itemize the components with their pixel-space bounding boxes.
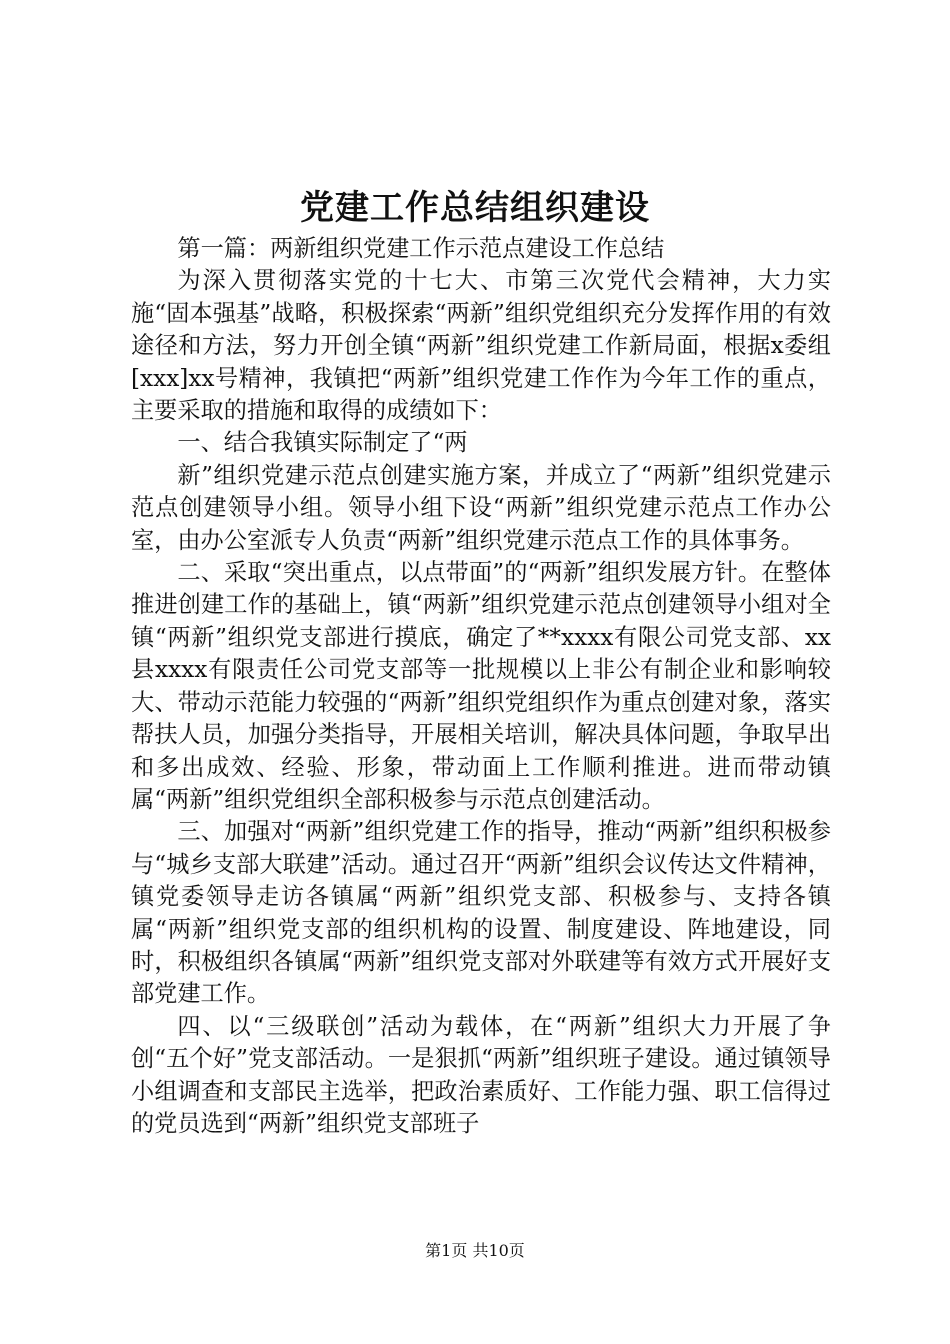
document-title: 党建工作总结组织建设 [300, 188, 650, 228]
paragraph-section-1-heading: 一、结合我镇实际制定了“两 [177, 429, 468, 457]
paragraph-section-1: 新”组织党建示范点创建实施方案，并成立了“两新”组织党建示范点创建领导小组。领导小组下设“两新”组织党建示范点工作办公室，由办公室派专人负责“两新”组织党建示范点工作的具体事务。 [131, 461, 831, 554]
paragraph-section-3: 三、加强对“两新”组织党建工作的指导，推动“两新”组织积极参与“城乡支部大联建”活动。通过召开“两新”组织会议传达文件精神，镇党委领导走访各镇属“两新”组织党支部、积极参与、支持各镇属“两新”组织党支部的组织机构的设置、制度建设、阵地建设，同时，积极组织各镇属“两新”组织党支部对外联建等有效方式开展好支部党建工作。 [131, 818, 831, 1008]
page-footer: 第1页 共10页 [425, 1241, 525, 1260]
paragraph-section-2: 二、采取“突出重点，以点带面”的“两新”组织发展方针。在整体推进创建工作的基础上，镇“两新”组织党建示范点创建领导小组对全镇“两新”组织党支部进行摸底，确定了**xxxx有限公司党支部、xx县xxxx有限责任公司党支部等一批规模以上非公有制企业和影响较大、带动示范能力较强的“两新”组织党组织作为重点创建对象，落实帮扶人员，加强分类指导，开展相关培训，解决具体问题，争取早出和多出成效、经验、形象，带动面上工作顺利推进。进而带动镇属“两新”组织党组织全部积极参与示范点创建活动。 [131, 559, 831, 813]
paragraph-section-4: 四、以“三级联创”活动为载体，在“两新”组织大力开展了争创“五个好”党支部活动。一是狠抓“两新”组织班子建设。通过镇领导小组调查和支部民主选举，把政治素质好、工作能力强、职工信得过的党员选到“两新”组织党支部班子 [131, 1012, 831, 1137]
paragraph-subtitle: 第一篇：两新组织党建工作示范点建设工作总结 [177, 235, 665, 262]
paragraph-intro: 为深入贯彻落实党的十七大、市第三次党代会精神，大力实施“固本强基”战略，积极探索“两新”组织党组织充分发挥作用的有效途径和方法，努力开创全镇“两新”组织党建工作新局面，根据x委组[xxx]xx号精神，我镇把“两新”组织党建工作作为今年工作的重点，主要采取的措施和取得的成绩如下： [131, 267, 831, 425]
document-body [131, 233, 831, 1140]
